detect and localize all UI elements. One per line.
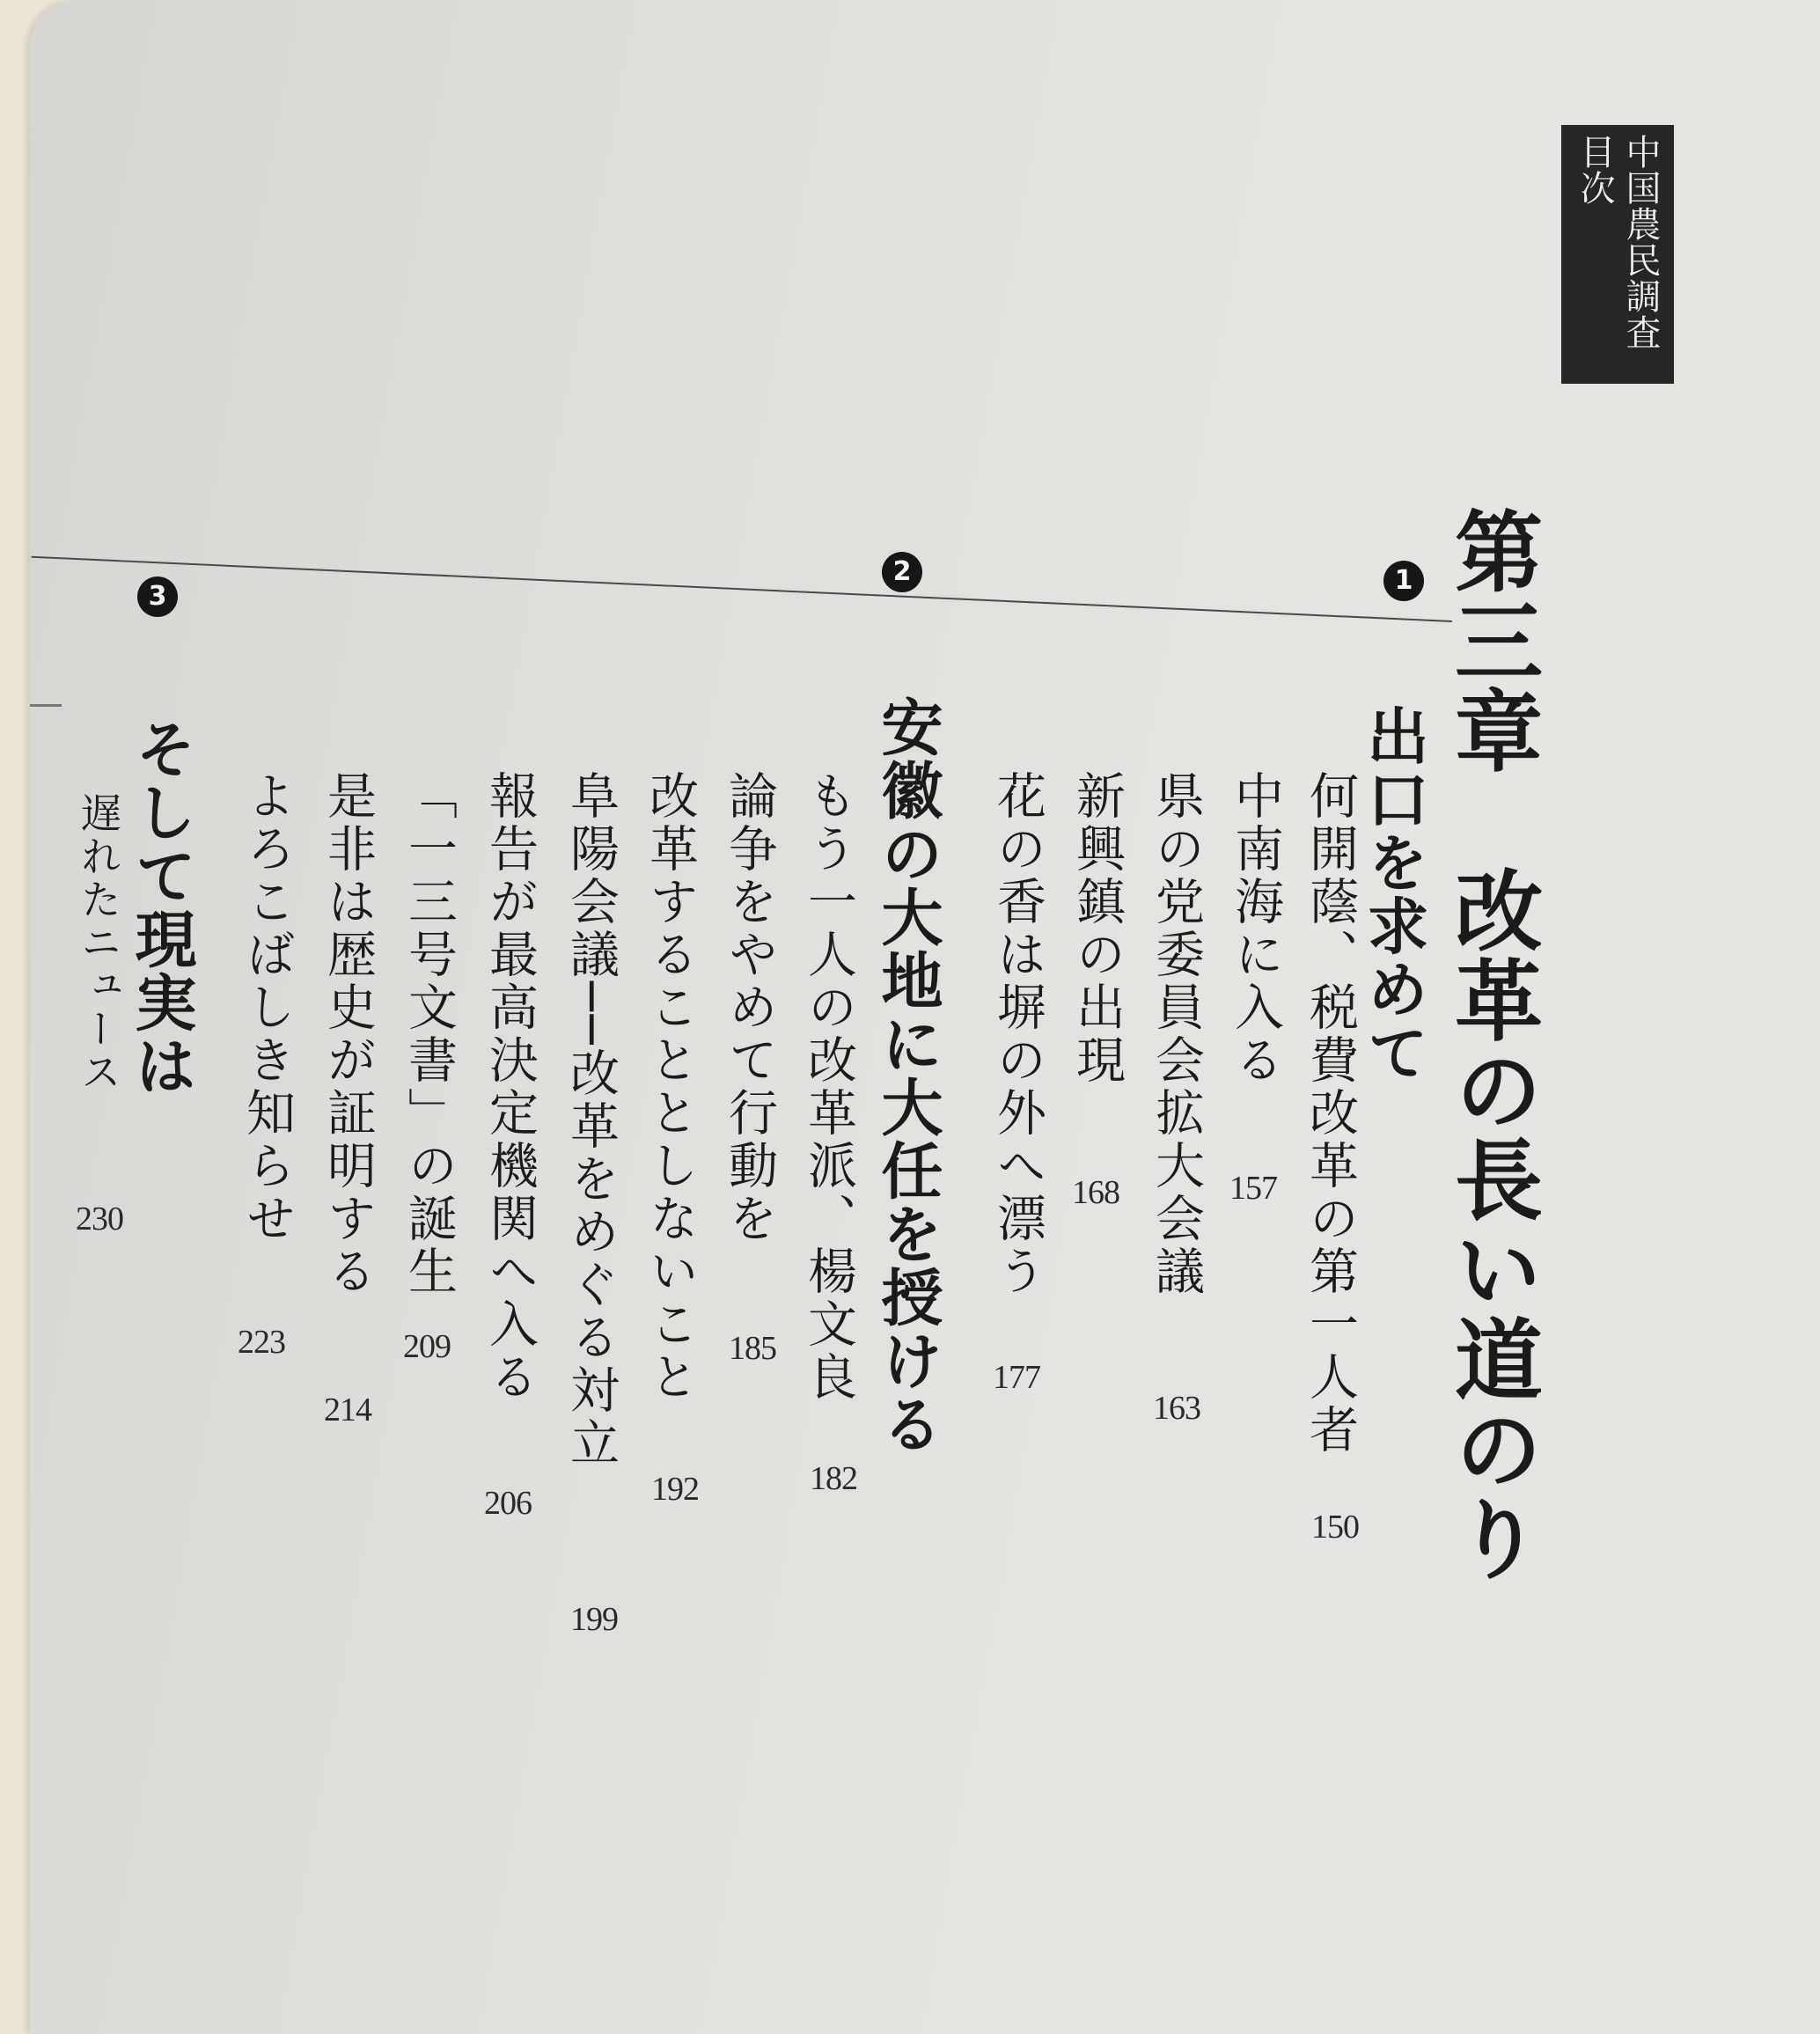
toc-entry-1-1: 何開蔭、税費改革の第一人者 [1302, 770, 1359, 1457]
page-number-2-2: 185 [729, 1330, 776, 1367]
section-1-title: 出口を求めて [1357, 704, 1430, 1084]
page-crease [30, 704, 62, 707]
section-2-marker: 2 [882, 552, 922, 592]
running-header [1561, 125, 1674, 384]
page-number-3-1: 230 [76, 1201, 123, 1237]
toc-entry-2-8: よろこばしき知らせ [239, 770, 296, 1245]
section-3-marker: 3 [137, 576, 178, 617]
page-number-2-8: 223 [238, 1324, 285, 1361]
toc-entry-2-3: 改革することとしないこと [642, 770, 699, 1404]
section-1-marker: 1 [1383, 561, 1424, 601]
page-number-2-6: 209 [403, 1328, 451, 1365]
toc-entry-2-6: 「一三号文書」の誕生 [400, 770, 458, 1298]
page-number-2-4: 199 [570, 1601, 618, 1638]
toc-entry-3-1: 遅れたニュース [75, 792, 122, 1094]
page-number-1-3: 163 [1153, 1390, 1200, 1427]
contents-label: 目次 [1574, 134, 1615, 206]
page-number-1-5: 177 [993, 1359, 1040, 1396]
toc-entry-2-1: もう一人の改革派、楊文良 [800, 770, 857, 1404]
toc-entry-1-2: 中南海に入る [1227, 770, 1284, 1087]
page-number-2-5: 206 [484, 1485, 532, 1522]
page-number-2-1: 182 [810, 1460, 857, 1497]
page-number-1-4: 168 [1072, 1174, 1119, 1211]
section-3-title: そして現実は [125, 717, 198, 1098]
page-number-2-7: 214 [324, 1391, 371, 1428]
book-title: 中国農民調査 [1620, 134, 1661, 350]
page-number-1-1: 150 [1311, 1509, 1359, 1546]
chapter-title: 第三章 改革の長い道のり [1440, 506, 1544, 1583]
toc-entry-2-2: 論争をやめて行動を [721, 770, 778, 1245]
toc-entry-1-4: 新興鎮の出現 [1068, 770, 1126, 1087]
section-2-title: 安徽の大地に大任を授ける [871, 695, 944, 1456]
toc-entry-1-3: 県の党委員会拡大会議 [1148, 770, 1205, 1298]
page-number-2-3: 192 [651, 1471, 699, 1508]
toc-entry-1-5: 花の香は塀の外へ漂う [989, 770, 1046, 1298]
toc-entry-2-4: 阜陽会議──改革をめぐる対立 [562, 770, 620, 1471]
toc-entry-2-7: 是非は歴史が証明する [319, 770, 377, 1298]
toc-entry-2-5: 報告が最高決定機関へ入る [481, 770, 539, 1404]
page-number-1-2: 157 [1229, 1170, 1277, 1207]
